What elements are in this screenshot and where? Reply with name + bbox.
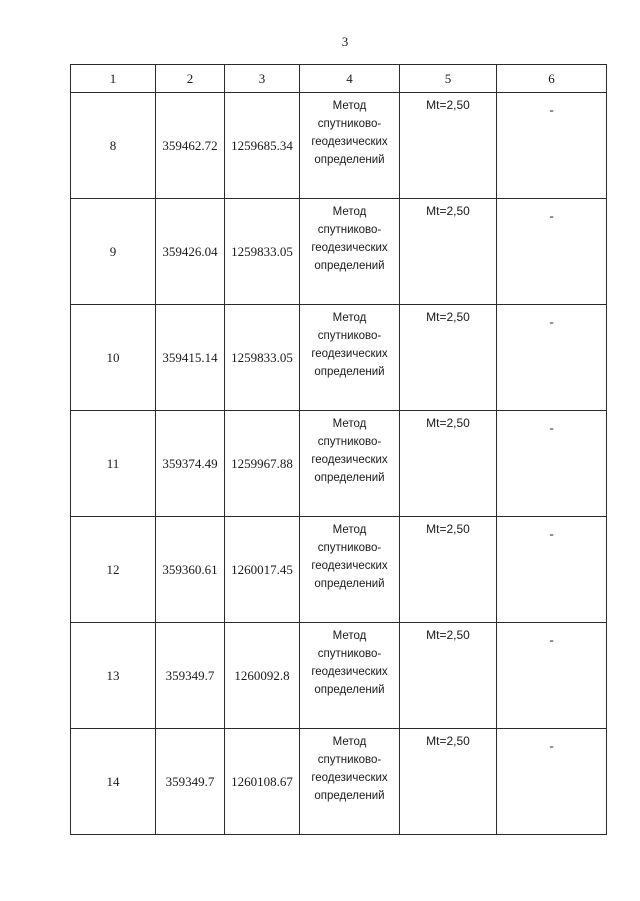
method-cell: [300, 199, 400, 305]
coordinates-table: [70, 64, 607, 835]
extra-cell: -: [497, 305, 607, 411]
method-text-line: геодезических: [311, 136, 388, 148]
method-text-line: спутниково-: [317, 118, 382, 130]
y-coordinate-cell: 1259833.05: [225, 199, 300, 305]
x-coordinate-cell: 359360.61: [156, 517, 225, 623]
method-cell: [300, 305, 400, 411]
column-header-4: 4: [300, 65, 400, 93]
point-number-cell: 8: [71, 93, 156, 199]
method-text-line: Метод: [332, 630, 367, 642]
method-cell: [300, 93, 400, 199]
y-coordinate-cell: 1259685.34: [225, 93, 300, 199]
extra-cell: -: [497, 517, 607, 623]
method-text-line: Метод: [332, 418, 367, 430]
method-text-line: Метод: [332, 524, 367, 536]
column-header-2: 2: [156, 65, 225, 93]
method-text-line: определений: [314, 790, 385, 802]
method-text-line: Метод: [332, 100, 367, 112]
accuracy-cell: Mt=2,50: [400, 517, 497, 623]
column-header-5: 5: [400, 65, 497, 93]
method-text-line: геодезических: [311, 772, 388, 784]
table-body: [71, 93, 607, 835]
table-row: [71, 517, 607, 623]
method-cell: [300, 729, 400, 835]
column-header-6: 6: [497, 65, 607, 93]
x-coordinate-cell: 359349.7: [156, 729, 225, 835]
y-coordinate-cell: 1259833.05: [225, 305, 300, 411]
method-text-line: спутниково-: [317, 436, 382, 448]
x-coordinate-cell: 359349.7: [156, 623, 225, 729]
method-text-line: спутниково-: [317, 648, 382, 660]
method-text-line: геодезических: [311, 666, 388, 678]
accuracy-cell: Mt=2,50: [400, 623, 497, 729]
y-coordinate-cell: 1260108.67: [225, 729, 300, 835]
method-text-line: спутниково-: [317, 330, 382, 342]
table-header-row: [71, 65, 607, 93]
method-text-line: определений: [314, 472, 385, 484]
table-row: [71, 623, 607, 729]
accuracy-cell: Mt=2,50: [400, 199, 497, 305]
x-coordinate-cell: 359374.49: [156, 411, 225, 517]
accuracy-cell: Mt=2,50: [400, 93, 497, 199]
extra-cell: -: [497, 623, 607, 729]
table-row: [71, 729, 607, 835]
y-coordinate-cell: 1259967.88: [225, 411, 300, 517]
method-cell: [300, 411, 400, 517]
extra-cell: -: [497, 729, 607, 835]
x-coordinate-cell: 359415.14: [156, 305, 225, 411]
method-text-line: геодезических: [311, 454, 388, 466]
x-coordinate-cell: 359462.72: [156, 93, 225, 199]
column-header-1: 1: [71, 65, 156, 93]
method-text-line: определений: [314, 260, 385, 272]
method-text-line: геодезических: [311, 242, 388, 254]
page-number: 3: [341, 34, 349, 49]
method-text-line: Метод: [332, 312, 367, 324]
table-row: [71, 411, 607, 517]
method-text-line: определений: [314, 578, 385, 590]
column-header-3: 3: [225, 65, 300, 93]
x-coordinate-cell: 359426.04: [156, 199, 225, 305]
table-row: [71, 199, 607, 305]
accuracy-cell: Mt=2,50: [400, 411, 497, 517]
accuracy-cell: Mt=2,50: [400, 729, 497, 835]
method-text-line: определений: [314, 154, 385, 166]
method-text-line: Метод: [332, 206, 367, 218]
extra-cell: -: [497, 93, 607, 199]
point-number-cell: 9: [71, 199, 156, 305]
point-number-cell: 13: [71, 623, 156, 729]
point-number-cell: 10: [71, 305, 156, 411]
method-text-line: определений: [314, 684, 385, 696]
method-text-line: геодезических: [311, 348, 388, 360]
table-row: [71, 305, 607, 411]
method-text-line: Метод: [332, 736, 367, 748]
method-cell: [300, 517, 400, 623]
method-text-line: геодезических: [311, 560, 388, 572]
point-number-cell: 11: [71, 411, 156, 517]
y-coordinate-cell: 1260092.8: [225, 623, 300, 729]
extra-cell: -: [497, 411, 607, 517]
accuracy-cell: Mt=2,50: [400, 305, 497, 411]
point-number-cell: 14: [71, 729, 156, 835]
method-text-line: спутниково-: [317, 754, 382, 766]
method-text-line: спутниково-: [317, 542, 382, 554]
method-cell: [300, 623, 400, 729]
method-text-line: спутниково-: [317, 224, 382, 236]
method-text-line: определений: [314, 366, 385, 378]
table-row: [71, 93, 607, 199]
point-number-cell: 12: [71, 517, 156, 623]
extra-cell: -: [497, 199, 607, 305]
y-coordinate-cell: 1260017.45: [225, 517, 300, 623]
